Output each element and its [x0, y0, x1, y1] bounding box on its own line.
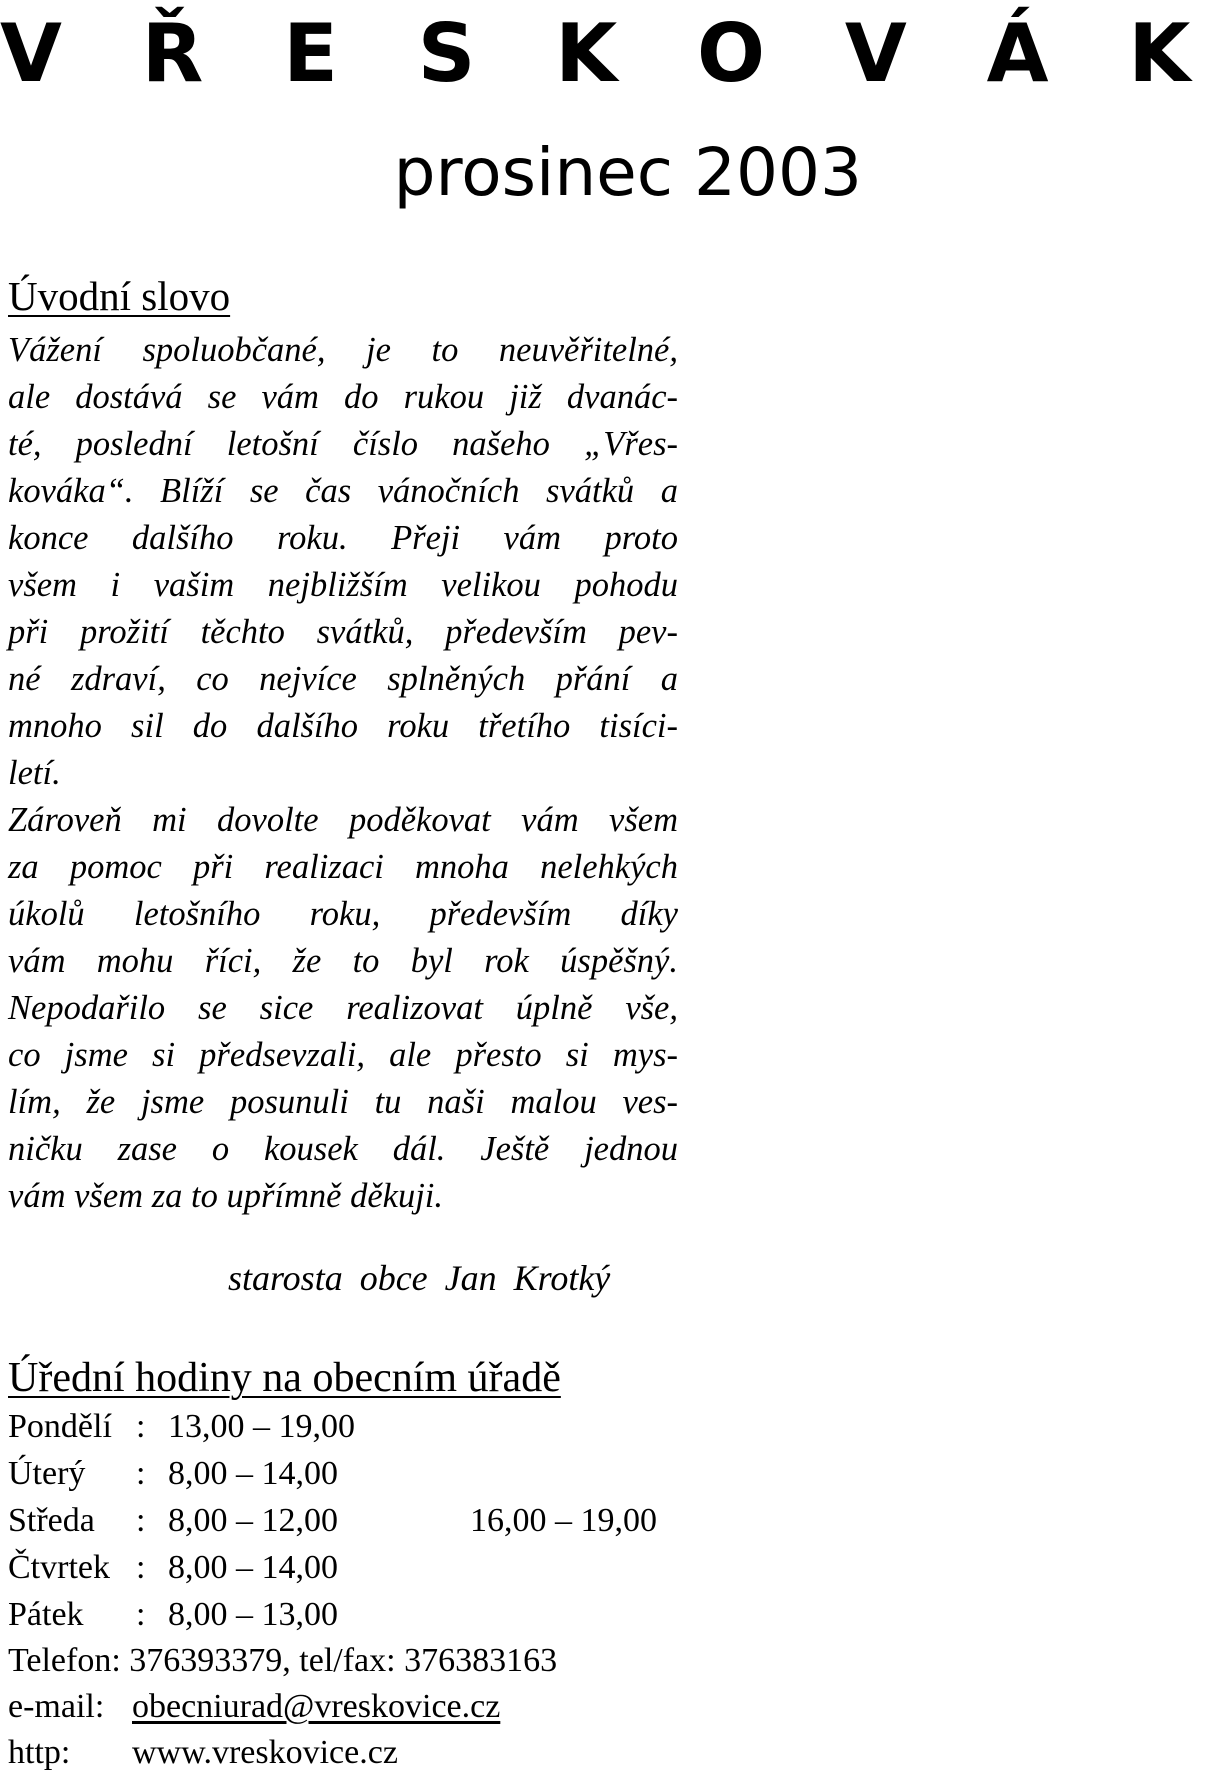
intro-letter [8, 327, 678, 1220]
day-label: Pondělí [8, 1408, 112, 1445]
letter-line: Vážení spoluobčané, je to neuvěřitelné, [8, 331, 678, 369]
letter-line: Zároveň mi dovolte poděkovat vám všem [8, 801, 678, 839]
letter-line: lím, že jsme posunuli tu naši malou ves- [8, 1083, 678, 1121]
time-range: 8,00 – 14,00 [168, 1455, 338, 1492]
time-range: 8,00 – 12,00 [168, 1502, 338, 1539]
time-range: 8,00 – 14,00 [168, 1549, 338, 1586]
office-hours-heading: Úřední hodiny na obecním úřadě [8, 1355, 561, 1401]
day-label: Úterý [8, 1455, 86, 1492]
day-label: Středa [8, 1502, 95, 1539]
masthead-title: V Ř E S K O V Á K [0, 7, 1216, 100]
time-range: 8,00 – 13,00 [168, 1596, 338, 1633]
web-label: http: [8, 1734, 71, 1771]
letter-line: všem i vašim nejbližším velikou pohodu [8, 566, 678, 604]
letter-line: té, poslední letošní číslo našeho „Vřes- [8, 425, 678, 463]
letter-line: kováka“. Blíží se čas vánočních svátků a [8, 472, 678, 510]
letter-line: mnoho sil do dalšího roku třetího tisíci- [8, 707, 678, 745]
email-label: e-mail: [8, 1688, 105, 1725]
letter-line: vám mohu říci, že to byl rok úspěšný. [8, 942, 678, 980]
letter-line: ale dostává se vám do rukou již dvanác- [8, 378, 678, 416]
time-range: 13,00 – 19,00 [168, 1408, 355, 1445]
separator: : [136, 1596, 146, 1633]
email-link[interactable]: obecniurad@vreskovice.cz [132, 1688, 501, 1725]
time-range-2: 16,00 – 19,00 [470, 1502, 657, 1539]
letter-line: vám všem za to upřímně děkuji. [8, 1177, 443, 1215]
letter-line: Nepodařilo se sice realizovat úplně vše, [8, 989, 678, 1027]
signature: starosta obce Jan Krotký [228, 1258, 611, 1298]
web-link[interactable]: www.vreskovice.cz [132, 1734, 398, 1771]
letter-line: co jsme si předsevzali, ale přesto si mys- [8, 1036, 678, 1074]
day-label: Čtvrtek [8, 1549, 110, 1586]
phone-text: Telefon: 376393379, tel/fax: 376383163 [8, 1642, 558, 1679]
letter-line: při prožití těchto svátků, především pev- [8, 613, 678, 651]
separator: : [136, 1502, 146, 1539]
letter-line: za pomoc při realizaci mnoha nelehkých [8, 848, 678, 886]
separator: : [136, 1455, 146, 1492]
intro-heading: Úvodní slovo [8, 273, 231, 319]
separator: : [136, 1408, 146, 1445]
separator: : [136, 1549, 146, 1586]
letter-line: úkolů letošního roku, především díky [8, 895, 678, 933]
letter-line: letí. [8, 754, 61, 792]
letter-line: konce dalšího roku. Přeji vám proto [8, 519, 678, 557]
letter-line: né zdraví, co nejvíce splněných přání a [8, 660, 678, 698]
issue-date: prosinec 2003 [393, 134, 862, 211]
letter-line: ničku zase o kousek dál. Ještě jednou [8, 1130, 678, 1168]
day-label: Pátek [8, 1596, 84, 1633]
